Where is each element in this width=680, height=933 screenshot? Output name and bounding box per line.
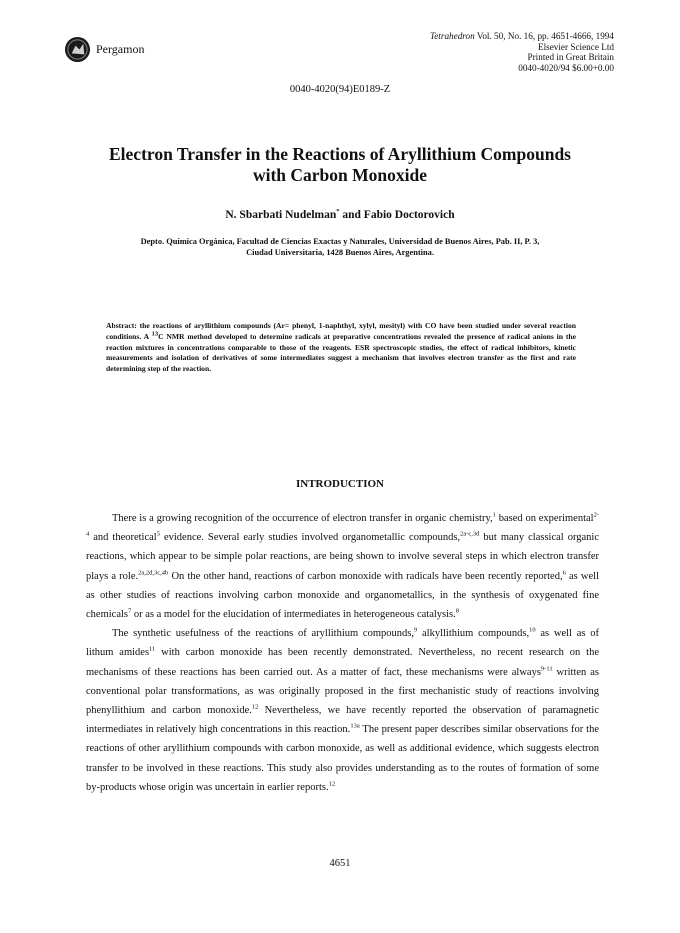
article-code: 0040-4020(94)E0189-Z [289, 84, 391, 95]
price-line: 0040-4020/94 $6.00+0.00 [518, 62, 614, 73]
journal-citation [430, 31, 614, 42]
text-run: evidence. Several early studies involved organometallic compounds, [159, 532, 461, 544]
page-number: 4651 [329, 858, 351, 869]
text-run: and theoretical [89, 532, 157, 544]
journal-name: Tetrahedron [429, 31, 475, 41]
text-run: as well as other studies of reactions involving carbon monoxide and organometallics, in the synthesis of oxygenated fine chemicals [86, 570, 599, 621]
paragraph-1 [86, 509, 599, 624]
abstract-text-2: C NMR method developed to determine radicals at preparative concentrations revealed the presence of radical anions in the reaction mixtures in concentrations comparable to those of the reagents. ESR spectroscopic studies, the effect of radical inhibitors, kinetic measurements and isolation of derivatives of some intermediates suggest a mechanism that involves electron transfer as the first and rate determining step of the reaction. [106, 331, 576, 374]
paper-title [70, 144, 610, 186]
reference-mark: 2a,2d,3c,4b [138, 569, 169, 577]
text-run: The present paper describes similar observations for the reactions of other aryllithium compounds with carbon monoxide, as well as additional evidence, which suggests electron transfer to be involved in these reactions. This study also provides understanding as to the routes of formation of some by-products whose origin was uncertain in earlier reports. [86, 724, 600, 793]
publisher-name: Pergamon [96, 42, 145, 56]
text-run: but many classical organic reactions, which appear to be simple polar reactions, are being shown to involve several steps in which electron transfer plays a role. [86, 532, 600, 582]
reference-mark: 7 [127, 607, 132, 615]
reference-mark: 12 [328, 780, 336, 788]
text-run: On the other hand, reactions of carbon monoxide with radicals have been recently reported, [168, 570, 563, 582]
corresponding-mark: * [336, 208, 340, 216]
title-line-2: with Carbon Monoxide [252, 165, 428, 185]
reference-mark: 9 [413, 626, 418, 634]
text-run: or as a model for the elucidation of intermediates in heterogeneous catalysis. [131, 609, 456, 621]
title-line-1: Electron Transfer in the Reactions of Aryllithium Compounds [109, 144, 571, 164]
journal-volume: Vol. 50, No. 16, pp. 4651-4666, 1994 [474, 31, 614, 41]
abstract-label: Abstract: [106, 321, 137, 330]
paragraph-2 [86, 624, 599, 797]
reference-mark: 1 [492, 511, 496, 519]
text-run: based on experimental [495, 513, 594, 524]
publisher-line: Elsevier Science Ltd [537, 41, 614, 52]
reference-mark: 12 [251, 703, 259, 711]
reference-mark: 5 [156, 530, 160, 538]
reference-mark: 11 [149, 645, 156, 653]
isotope-superscript: 13 [151, 330, 159, 338]
journal-info [430, 31, 614, 73]
printed-line: Printed in Great Britain [527, 52, 614, 63]
reference-mark: 2-4 [86, 511, 599, 538]
author-connector: and [339, 209, 364, 221]
text-run: written as conventional polar transformations, as was originally proposed in the first mechanistic study of reactions involving phenyllithium and carbon monoxide. [86, 666, 599, 717]
author-2: Fabio Doctorovich [363, 209, 455, 221]
text-run: The synthetic usefulness of the reactions of aryllithium compounds, [112, 628, 414, 640]
pergamon-logo [64, 36, 91, 63]
abstract [106, 321, 576, 375]
text-run: There is a growing recognition of the occurrence of electron transfer in organic chemistry, [112, 513, 493, 524]
text-run: as well as of lithum amides [86, 628, 599, 659]
text-run: with carbon monoxide has been recently demonstrated. Nevertheless, no recent research on the mechanisms of these reactions has been carried out. As a matter of fact, these mechanisms were always [86, 647, 599, 678]
affiliation-line-1: Depto. Química Orgánica, Facultad de Ciencias Exactas y Naturales, Universidad de Buenos Aires, Pab. II, P. 3, [140, 237, 540, 246]
reference-mark: 10 [529, 626, 536, 634]
author-1: N. Sbarbati Nudelman [225, 209, 337, 221]
section-heading: INTRODUCTION [295, 478, 384, 490]
reference-mark: 9-11 [540, 665, 553, 673]
author-list [0, 209, 680, 221]
text-run: alkyllithium compounds, [417, 628, 530, 640]
reference-mark: 2a-c,3d [460, 530, 480, 538]
body-text [86, 509, 599, 797]
affiliation-line-2: Ciudad Universitaria, 1428 Buenos Aires, Argentina. [246, 248, 434, 257]
affiliation [90, 236, 590, 258]
text-run: Nevertheless, we have recently reported the observation of paramagnetic intermediates in relatively high concentrations in this reaction. [86, 705, 600, 736]
abstract-text-1: the reactions of aryllithium compounds (Ar= phenyl, 1-naphthyl, xylyl, mesityl) with CO have been studied under several reaction conditions. A [106, 321, 576, 341]
reference-mark: 8 [455, 607, 459, 615]
reference-mark: 13a [350, 722, 360, 730]
reference-mark: 6 [562, 569, 566, 577]
